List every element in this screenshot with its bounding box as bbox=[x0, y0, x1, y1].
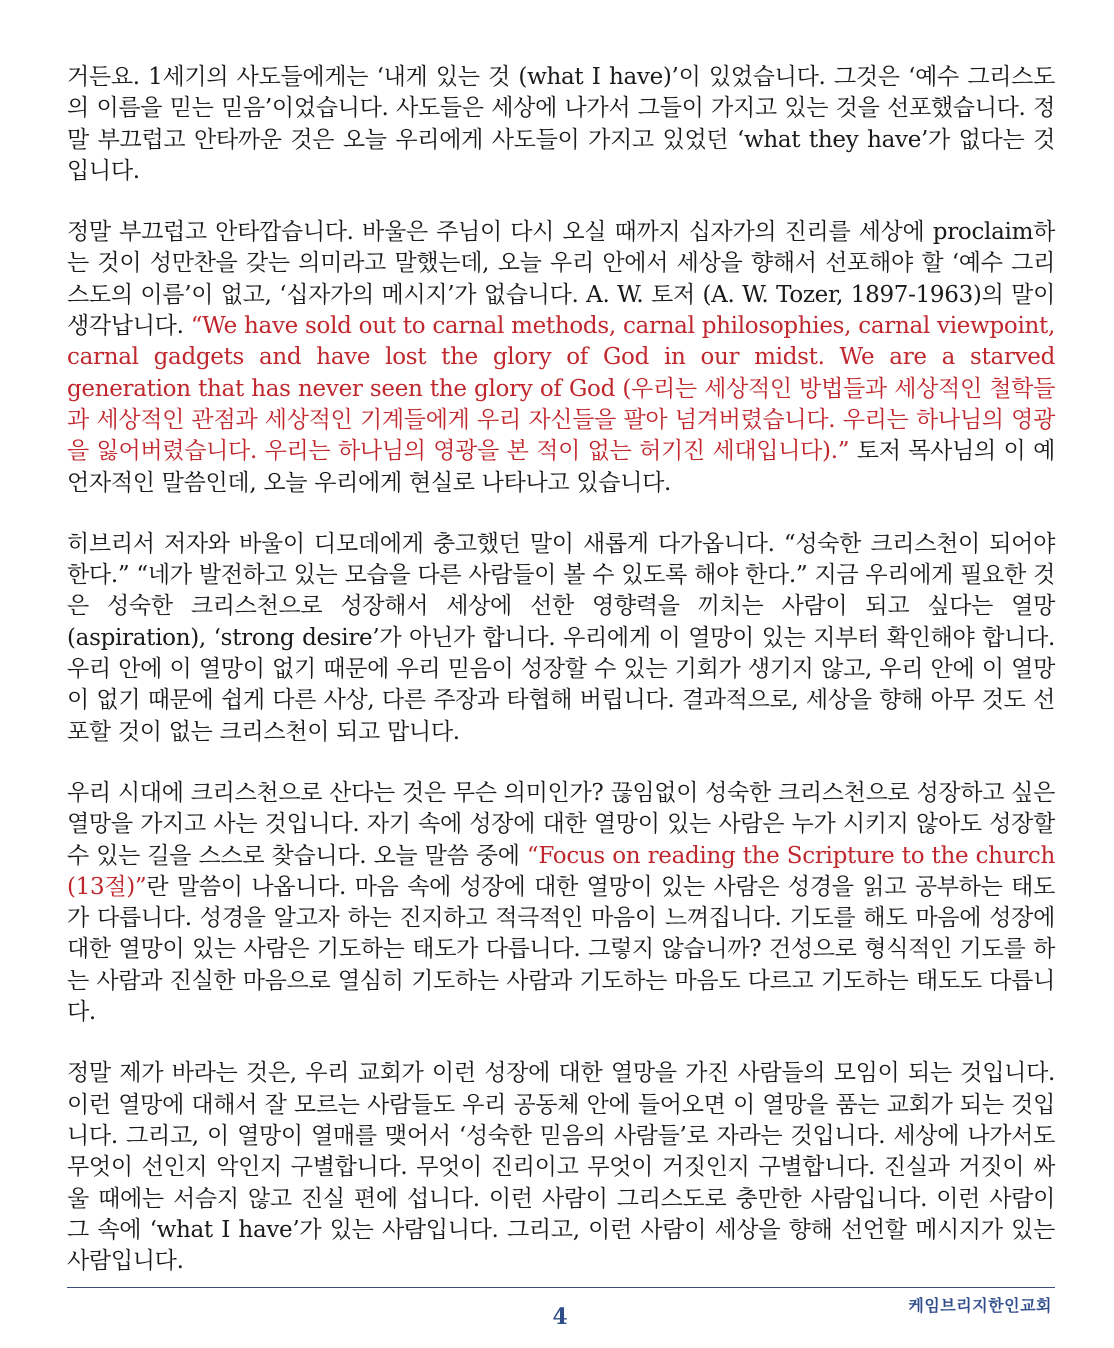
tozer-quote: “We have sold out to carnal methods, carnal philosophies, carnal viewpoint, carnal gadgets and have lost the glory of God in our midst. We are a starved generation that has never seen the glory of God (우리는 세상적인 방법들과 세상적인 철학들과 세상적인 관점과 세상적인 기계들에게 우리 자신들을 팔아 넘겨버렸습니다. 우리는 하나님의 영광을 잃어버렸습니다. 우리는 하나님의 영광을 본 적이 없는 허기진 세대입니다).” bbox=[67, 313, 1055, 465]
page-body bbox=[67, 62, 1055, 1307]
paragraph-2-closing: 토저 목사님의 이 예언자적인 말씀인데, 오늘 우리에게 현실로 나타나고 있습니다. bbox=[67, 438, 1056, 496]
church-name: 케임브리지한인교회 bbox=[908, 1296, 1052, 1315]
paragraph-4 bbox=[67, 778, 1055, 1028]
paragraph-2 bbox=[67, 217, 1055, 499]
paragraph-5: 정말 제가 바라는 것은, 우리 교회가 이런 성장에 대한 열망을 가진 사람들의 모임이 되는 것입니다. 이런 열망에 대해서 잘 모르는 사람들도 우리 공동체 안에 들어오면 이 열망을 품는 교회가 되는 것입니다. 그리고, 이 열망이 열매를 맺어서 ‘성숙한 믿음의 사람들’로 자라는 것입니다. 세상에 나가서도 무엇이 선인지 악인지 구별합니다. 무엇이 진리이고 무엇이 거짓인지 구별합니다. 진실과 거짓이 싸울 때에는 서슴지 않고 진실 편에 섭니다. 이런 사람이 그리스도로 충만한 사람입니다. 이런 사람이 그 속에 ‘what I have’가 있는 사람입니다. 그리고, 이런 사람이 세상을 향해 선언할 메시지가 있는 사람입니다. bbox=[67, 1060, 1055, 1275]
paragraph-3: 히브리서 저자와 바울이 디모데에게 충고했던 말이 새롭게 다가옵니다. “성숙한 크리스천이 되어야 한다.” “네가 발전하고 있는 모습을 다른 사람들이 볼 수 있도록 해야 한다.” 지금 우리에게 필요한 것은 성숙한 크리스천으로 성장해서 세상에 선한 영향력을 끼치는 사람이 되고 싶다는 열망 (aspiration), ‘strong desire’가 아닌가 합니다. 우리에게 이 열망이 있는 지부터 확인해야 합니다. 우리 안에 이 열망이 없기 때문에 우리 믿음이 성장할 수 있는 기회가 생기지 않고, 우리 안에 이 열망이 없기 때문에 쉽게 다른 사상, 다른 주장과 타협해 버립니다. 결과적으로, 세상을 향해 아무 것도 선포할 것이 없는 크리스천이 되고 맙니다. bbox=[67, 530, 1055, 745]
paragraph-2-intro: 정말 부끄럽고 안타깝습니다. 바울은 주님이 다시 오실 때까지 십자가의 진리를 세상에 proclaim하는 것이 성만찬을 갖는 의미라고 말했는데, 오늘 우리 안에서 세상을 향해서 선포해야 할 ‘예수 그리스도의 이름’이 없고, ‘십자가의 메시지’가 없습니다. A. W. 토저 (A. W. Tozer, 1897-1963)의 말이 생각납니다. bbox=[67, 219, 1055, 340]
page-number: 4 bbox=[552, 1304, 568, 1330]
paragraph-4-intro: 우리 시대에 크리스천으로 산다는 것은 무슨 의미인가? 끊임없이 성숙한 크리스천으로 성장하고 싶은 열망을 가지고 사는 것입니다. 자기 속에 성장에 대한 열망이 있는 사람은 누가 시키지 않아도 성장할 수 있는 길을 스스로 찾습니다. 오늘 말씀 중에 bbox=[67, 779, 1055, 869]
scripture-quote: “Focus on reading the Scripture to the church (13절)” bbox=[67, 842, 1055, 900]
paragraph-1: 거든요. 1세기의 사도들에게는 ‘내게 있는 것 (what I have)’이 있었습니다. 그것은 ‘예수 그리스도의 이름을 믿는 믿음’이었습니다. 사도들은 세상에 나가서 그들이 가지고 있는 것을 선포했습니다. 정말 부끄럽고 안타까운 것은 오늘 우리에게 사도들이 가지고 있었던 ‘what they have’가 없다는 것입니다. bbox=[67, 64, 1055, 184]
footer-divider bbox=[67, 1287, 1055, 1288]
paragraph-4-closing: 란 말씀이 나옵니다. 마음 속에 성장에 대한 열망이 있는 사람은 성경을 읽고 공부하는 태도가 다릅니다. 성경을 알고자 하는 진지하고 적극적인 마음이 느껴집니다. 기도를 해도 마음에 성장에 대한 열망이 있는 사람은 기도하는 태도가 다릅니다. 그렇지 않습니까? 건성으로 형식적인 기도를 하는 사람과 진실한 마음으로 열심히 기도하는 사람과 기도하는 마음도 다르고 기도하는 태도도 다릅니다. bbox=[67, 873, 1055, 1026]
